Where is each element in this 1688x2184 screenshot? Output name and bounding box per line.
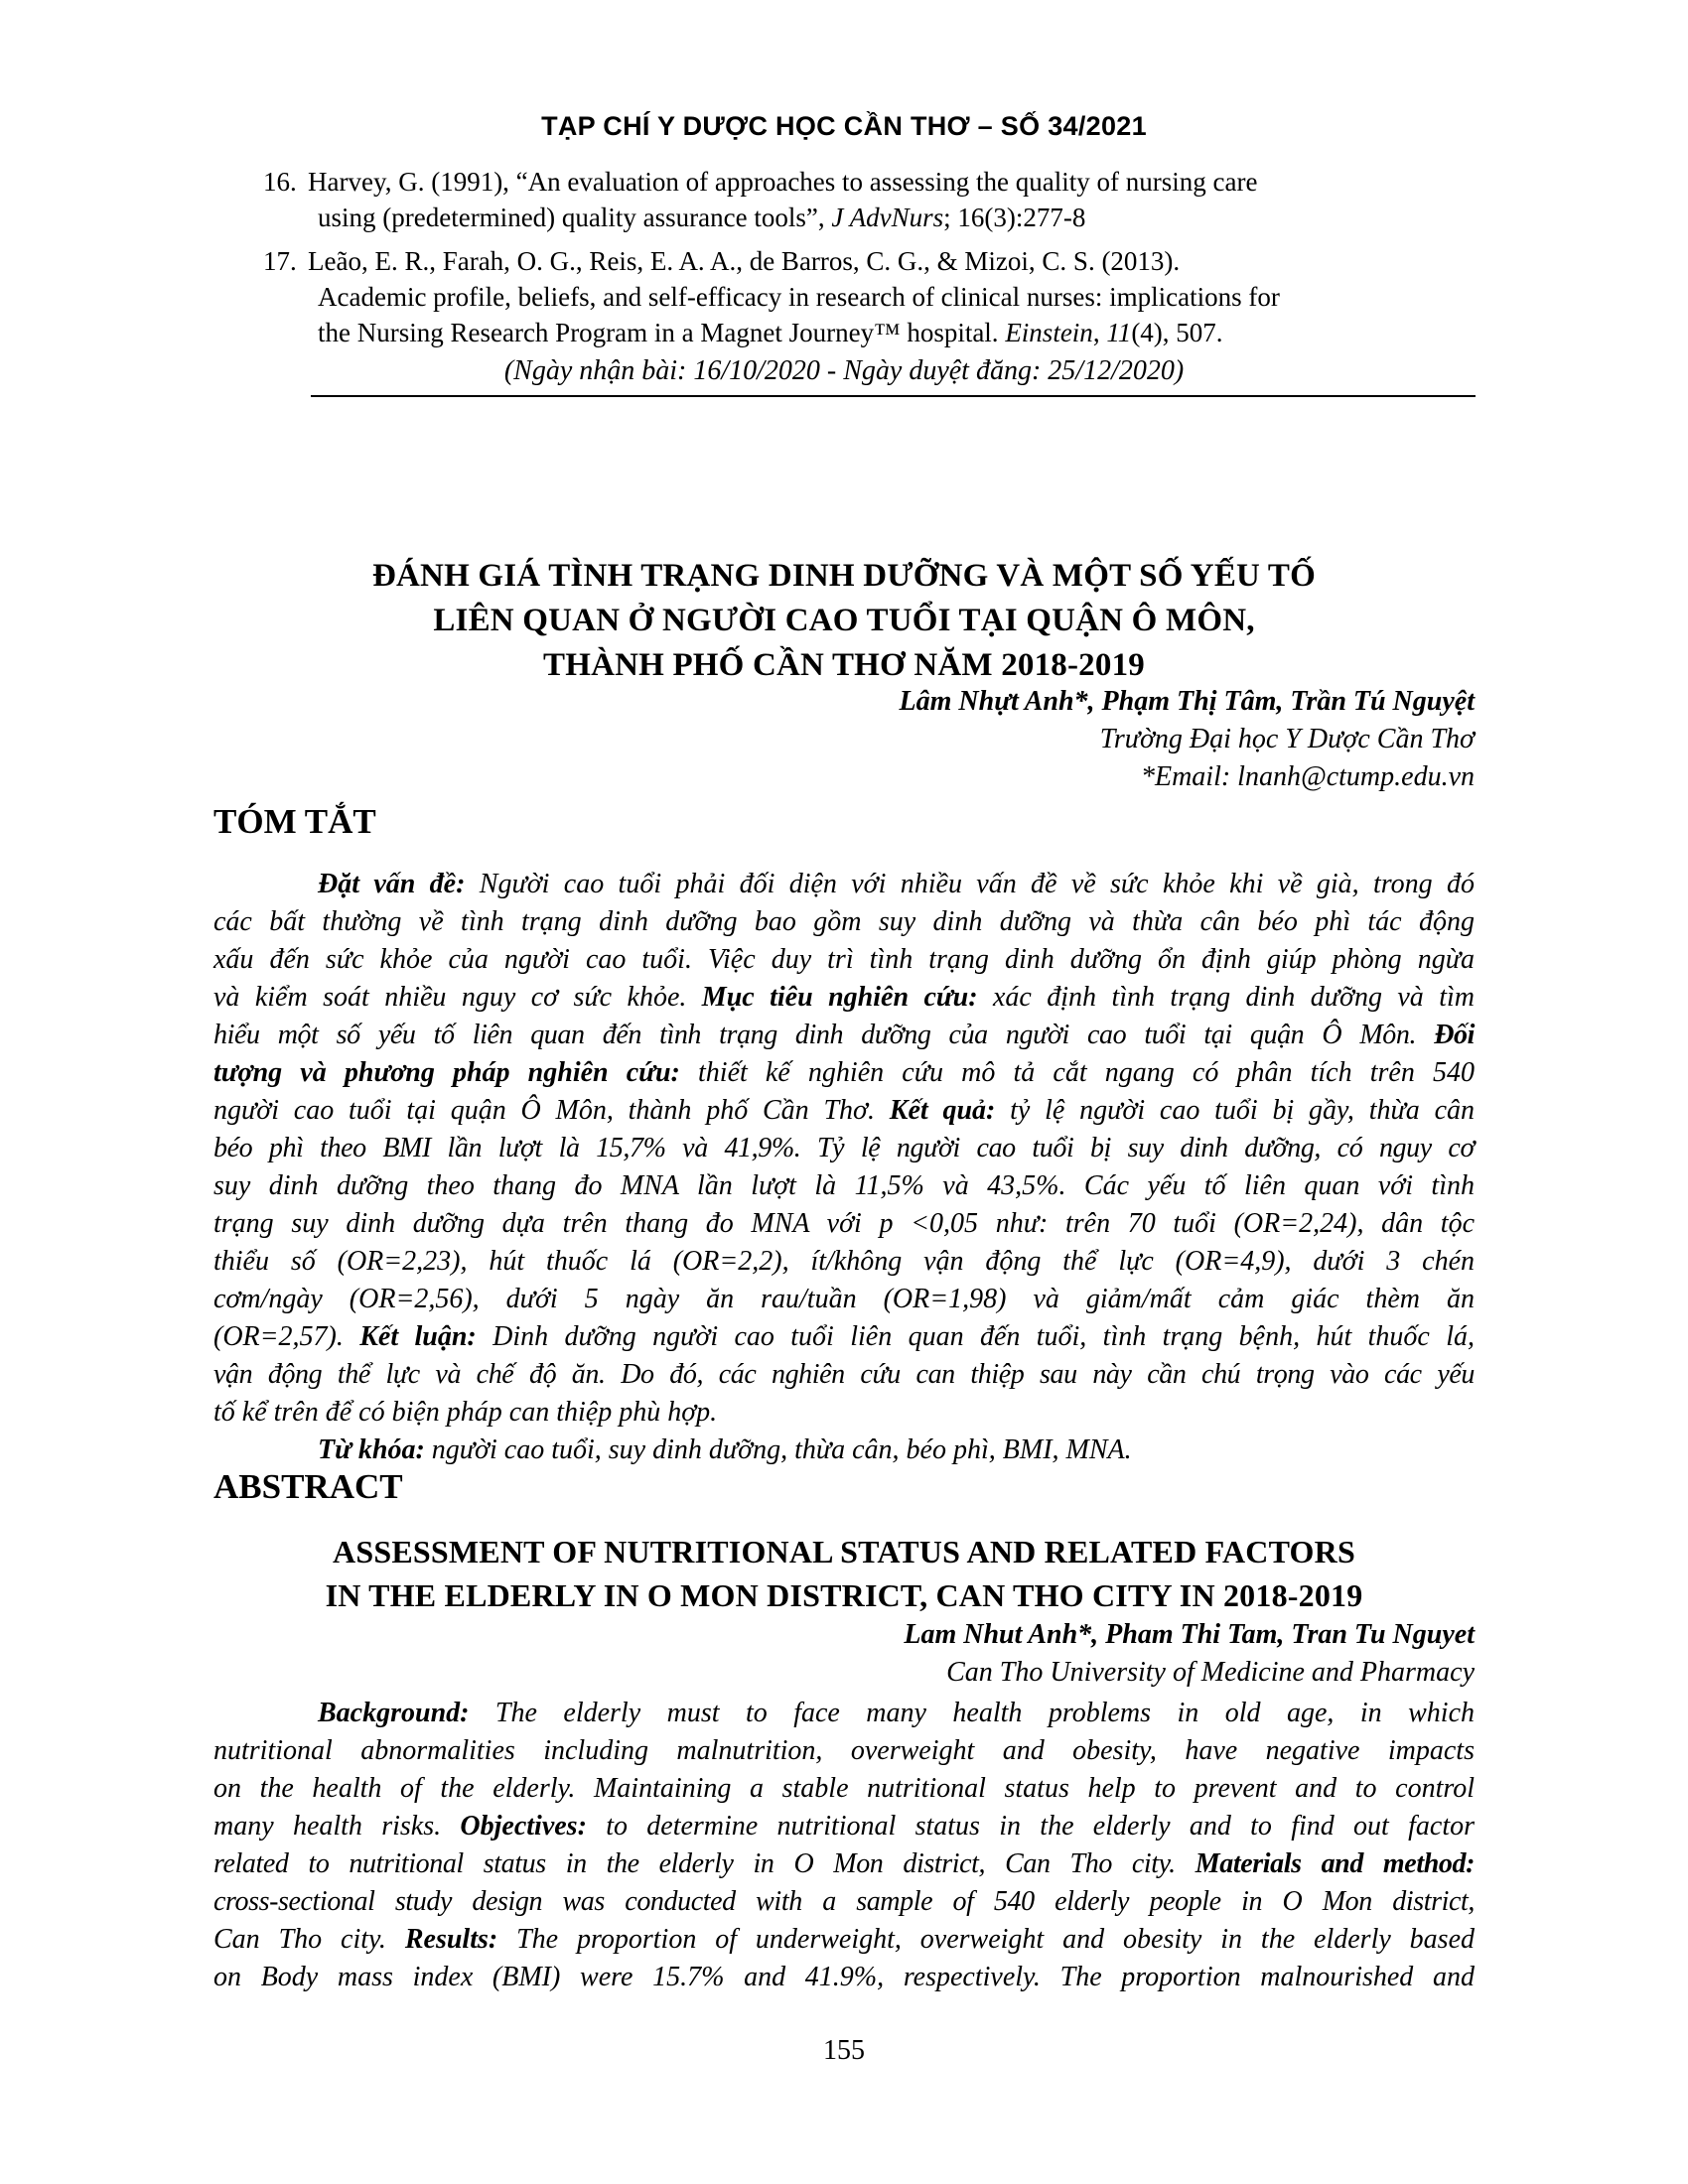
text-line: (OR=2,57). Kết luận: Dinh dưỡng người cao tuổi liên quan đến tuổi, tình trạng bệnh, hút thuốc lá,	[213, 1321, 1475, 1352]
reference-17	[263, 243, 1475, 350]
keywords-label: Từ khóa:	[318, 1434, 425, 1465]
summary-label: Đặt vấn đề:	[318, 869, 466, 899]
text-line: trạng suy dinh dưỡng dựa trên thang đo MNA với p <0,05 như: trên 70 tuổi (OR=2,24), dân tộc	[213, 1208, 1475, 1239]
title-line: THÀNH PHỐ CẦN THƠ NĂM 2018-2019	[542, 647, 1145, 683]
abstract-label: Background:	[318, 1698, 470, 1728]
title-line: ĐÁNH GIÁ TÌNH TRẠNG DINH DƯỠNG VÀ MỘT SỐ YẾU TỐ	[371, 558, 1317, 594]
abstract-label: Results:	[404, 1924, 498, 1955]
journal-header: TẠP CHÍ Y DƯỢC HỌC CẦN THƠ – SỐ 34/2021	[541, 111, 1147, 141]
text-line: cross-sectional study design was conducted with a sample of 540 elderly people in O Mon district,	[213, 1886, 1475, 1917]
title-line: ASSESSMENT OF NUTRITIONAL STATUS AND RELATED FACTORS	[333, 1534, 1355, 1570]
text-line: on the health of the elderly. Maintaining a stable nutritional status help to prevent and to control	[213, 1773, 1475, 1804]
text-line: Đặt vấn đề: Người cao tuổi phải đối diện với nhiều vấn đề về sức khỏe khi về già, trong đó	[318, 869, 1475, 899]
author-block-vietnamese	[900, 683, 1475, 796]
summary-label: Kết luận:	[359, 1321, 477, 1352]
abstract-label: Materials and method:	[1195, 1848, 1476, 1879]
email: *Email: lnanh@ctump.edu.vn	[1140, 761, 1475, 792]
text-line: nutritional abnormalities including malnutrition, overweight and obesity, have negative impacts	[213, 1735, 1475, 1766]
section-heading-summary: TÓM TẮT	[213, 802, 376, 841]
text-line: xấu đến sức khỏe của người cao tuổi. Việc duy trì tình trạng dinh dưỡng ổn định giúp phòng ngừa	[213, 944, 1475, 975]
reference-line: Harvey, G. (1991), “An evaluation of approaches to assessing the quality of nursing care	[308, 167, 1258, 197]
reference-line: the Nursing Research Program in a Magnet Journey™ hospital. Einstein, 11(4), 507.	[318, 318, 1223, 347]
abstract-label: Objectives:	[460, 1811, 587, 1842]
title-english	[0, 1530, 1688, 1617]
keywords-line: Từ khóa: người cao tuổi, suy dinh dưỡng, thừa cân, béo phì, BMI, MNA.	[318, 1434, 1132, 1465]
page-number: 155	[823, 2035, 865, 2066]
summary-label: Đối	[1434, 1020, 1475, 1050]
author-block-english	[904, 1616, 1475, 1692]
reference-journal: J AdvNurs	[831, 203, 944, 232]
text-line: vận động thể lực và chế độ ăn. Do đó, các nghiên cứu can thiệp sau này cần chú trọng vào các yếu	[213, 1359, 1475, 1390]
title-line: LIÊN QUAN Ở NGƯỜI CAO TUỔI TẠI QUẬN Ô MÔN,	[433, 603, 1255, 638]
text-line: cơm/ngày (OR=2,56), dưới 5 ngày ăn rau/tuần (OR=1,98) và giảm/mất cảm giác thèm ăn	[213, 1284, 1475, 1314]
affiliation: Trường Đại học Y Dược Cần Thơ	[1099, 724, 1475, 754]
reference-line: Leão, E. R., Farah, O. G., Reis, E. A. A., de Barros, C. G., & Mizoi, C. S. (2013).	[308, 246, 1181, 276]
text-line: người cao tuổi tại quận Ô Môn, thành phố Cần Thơ. Kết quả: tỷ lệ người cao tuổi bị gầy, thừa cân	[213, 1095, 1475, 1126]
received-dates: (Ngày nhận bài: 16/10/2020 - Ngày duyệt đăng: 25/12/2020)	[503, 355, 1185, 386]
summary-paragraph	[213, 866, 1475, 1469]
text-line: tố kể trên để có biện pháp can thiệp phù hợp.	[213, 1397, 718, 1428]
title-line: IN THE ELDERLY IN O MON DISTRICT, CAN THO CITY IN 2018-2019	[325, 1577, 1363, 1613]
text-line: on Body mass index (BMI) were 15.7% and 41.9%, respectively. The proportion malnourished and	[213, 1962, 1475, 1992]
authors: Lâm Nhựt Anh*, Phạm Thị Tâm, Trần Tú Nguyệt	[899, 686, 1475, 717]
reference-number: 16.	[263, 167, 297, 197]
authors: Lam Nhut Anh*, Pham Thi Tam, Tran Tu Nguyet	[904, 1619, 1475, 1650]
text-line: many health risks. Objectives: to determine nutritional status in the elderly and to find out factor	[213, 1811, 1476, 1842]
section-heading-abstract: ABSTRACT	[213, 1467, 403, 1506]
reference-journal: Einstein	[1005, 318, 1093, 347]
reference-line: using (predetermined) quality assurance tools”, J AdvNurs; 16(3):277-8	[318, 203, 1086, 232]
reference-volume: 11	[1106, 318, 1132, 347]
text-line: Background: The elderly must to face many health problems in old age, in which	[318, 1698, 1475, 1728]
title-vietnamese	[0, 554, 1688, 688]
text-line: related to nutritional status in the elderly in O Mon district, Can Tho city. Materials and method:	[213, 1848, 1476, 1879]
reference-number: 17.	[263, 246, 297, 276]
text-line: tượng và phương pháp nghiên cứu: thiết kế nghiên cứu mô tả cắt ngang có phân tích trên 540	[213, 1057, 1475, 1088]
reference-line: Academic profile, beliefs, and self-efficacy in research of clinical nurses: implications for	[318, 282, 1280, 312]
text-line: béo phì theo BMI lần lượt là 15,7% và 41,9%. Tỷ lệ người cao tuổi bị suy dinh dưỡng, có nguy cơ	[213, 1133, 1475, 1163]
text-line: hiểu một số yếu tố liên quan đến tình trạng dinh dưỡng của người cao tuổi tại quận Ô Môn. Đối	[213, 1020, 1475, 1050]
text-line: các bất thường về tình trạng dinh dưỡng bao gồm suy dinh dưỡng và thừa cân béo phì tác động	[213, 906, 1475, 937]
text-line: và kiểm soát nhiều nguy cơ sức khỏe. Mục tiêu nghiên cứu: xác định tình trạng dinh dưỡng và tìm	[213, 982, 1475, 1013]
reference-16	[263, 164, 1475, 235]
affiliation: Can Tho University of Medicine and Pharmacy	[946, 1657, 1475, 1688]
abstract-paragraph	[213, 1695, 1475, 1996]
text-line: suy dinh dưỡng theo thang đo MNA lần lượt là 11,5% và 43,5%. Các yếu tố liên quan với tình	[213, 1170, 1475, 1201]
summary-label: tượng và phương pháp nghiên cứu:	[213, 1057, 680, 1088]
divider	[311, 395, 1476, 397]
text-line: Can Tho city. Results: The proportion of underweight, overweight and obesity in the elderly based	[213, 1924, 1475, 1955]
text-line: thiểu số (OR=2,23), hút thuốc lá (OR=2,2), ít/không vận động thể lực (OR=4,9), dưới 3 chén	[213, 1246, 1475, 1277]
summary-label: Mục tiêu nghiên cứu:	[701, 982, 978, 1013]
summary-label: Kết quả:	[889, 1095, 996, 1126]
